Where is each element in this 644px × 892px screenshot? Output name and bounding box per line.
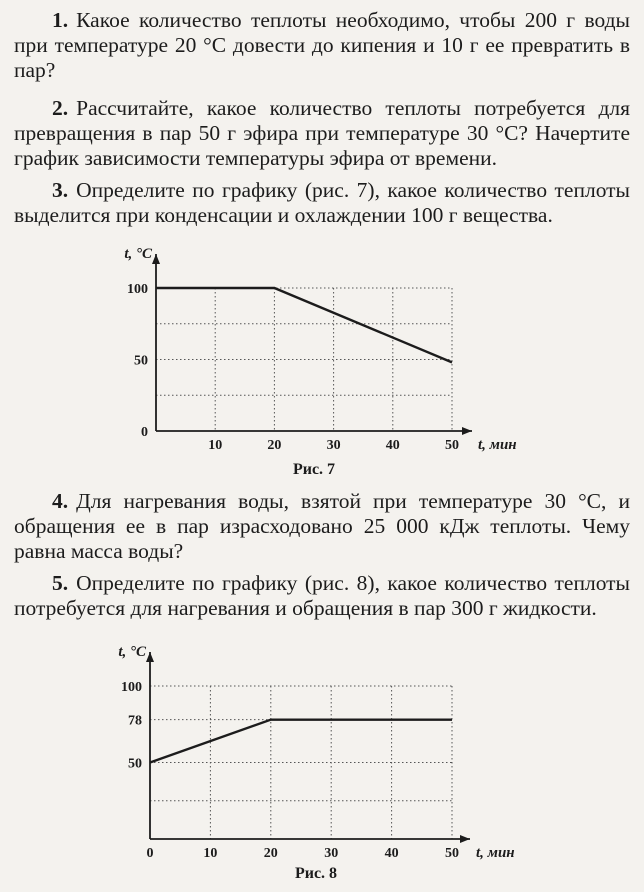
problem-text: Определите по графику (рис. 7), какое количество теплоты выделится при конденсации и охлаждении 100 г вещества.	[14, 178, 630, 227]
x-tick-label: 20	[267, 438, 282, 453]
x-tick-label: 30	[324, 846, 339, 861]
x-tick-label: 50	[445, 438, 459, 453]
problem-number: 1.	[52, 8, 69, 32]
y-tick-label: 100	[127, 282, 148, 297]
y-tick-label: 50	[128, 756, 142, 772]
y-axis-arrow-icon	[152, 254, 160, 264]
x-tick-label: 10	[208, 438, 223, 453]
y-tick-label: 0	[141, 425, 148, 440]
x-axis-label: t, мин	[478, 437, 517, 453]
figure-caption: Рис. 8	[294, 865, 338, 882]
problem-number: 3.	[52, 178, 69, 202]
y-tick-label: 78	[128, 713, 142, 729]
x-axis-arrow-icon	[462, 427, 472, 435]
x-tick-label: 10	[203, 846, 218, 861]
problem-2	[14, 96, 630, 171]
x-tick-label: 0	[146, 846, 154, 861]
figure-8-chart	[0, 642, 644, 887]
figure-caption: Рис. 7	[292, 461, 336, 478]
figure-7-chart	[0, 240, 644, 485]
problem-number: 4.	[52, 489, 69, 513]
y-axis-label: t, °C	[118, 644, 146, 660]
data-line	[156, 288, 452, 362]
problem-4	[14, 489, 630, 564]
x-tick-label: 40	[385, 438, 400, 453]
problem-number: 2.	[52, 96, 69, 120]
figure-7	[0, 240, 644, 485]
problem-text: Рассчитайте, какое количество теплоты потребуется для превращения в пар 50 г эфира при температуре 30 °С? Начертите график зависимости температуры эфира от времени.	[14, 96, 630, 170]
y-tick-label: 100	[121, 680, 142, 695]
figure-8	[0, 642, 644, 887]
x-tick-label: 40	[384, 846, 399, 861]
problem-3	[14, 178, 630, 228]
x-axis-label: t, мин	[476, 845, 515, 861]
problem-number: 5.	[52, 571, 69, 595]
problem-text: Для нагревания воды, взятой при температуре 30 °С, и обращения ее в пар израсходовано 25 000 кДж теплоты. Чему равна масса воды?	[14, 489, 630, 563]
x-tick-label: 50	[445, 846, 459, 861]
problem-text: Какое количество теплоты необходимо, чтобы 200 г воды при температуре 20 °С довести до кипения и 10 г ее превратить в пар?	[14, 8, 630, 82]
y-axis-label: t, °C	[124, 246, 152, 262]
problem-text: Определите по графику (рис. 8), какое количество теплоты потребуется для нагревания и обращения в пар 300 г жидкости.	[14, 571, 630, 620]
x-tick-label: 30	[326, 438, 341, 453]
problem-5	[14, 571, 630, 621]
x-axis-arrow-icon	[460, 835, 470, 843]
problem-1	[14, 8, 630, 83]
y-tick-label: 50	[134, 353, 148, 369]
x-tick-label: 20	[263, 846, 278, 861]
y-axis-arrow-icon	[146, 652, 154, 662]
data-line	[150, 720, 452, 763]
